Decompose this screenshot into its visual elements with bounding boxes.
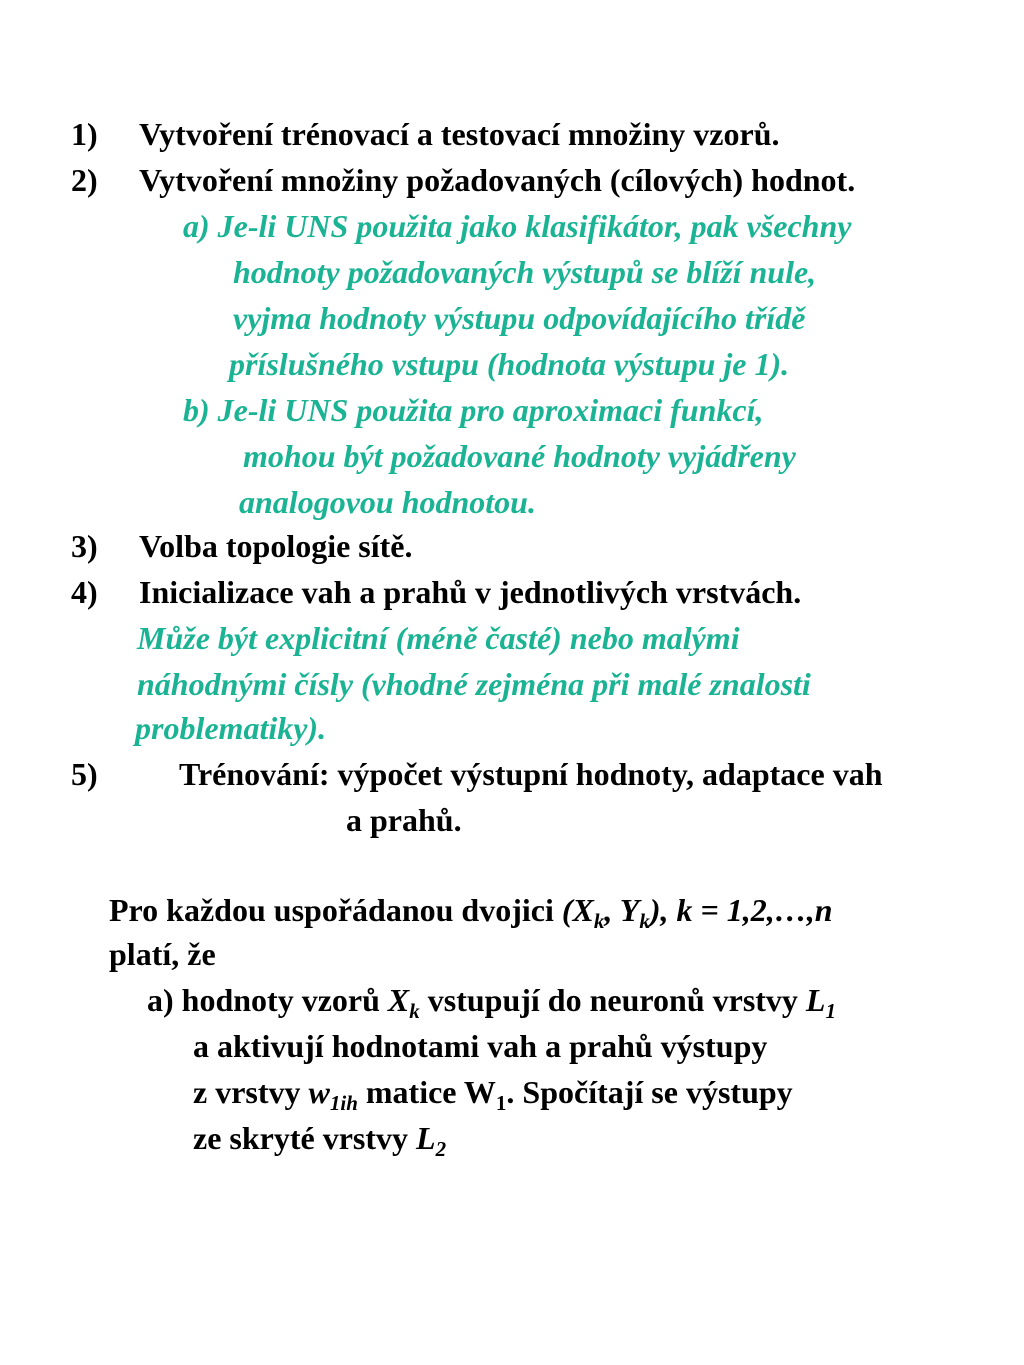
item-4-number: 4) bbox=[71, 574, 98, 610]
item-3-text: Volba topologie sítě. bbox=[139, 528, 413, 564]
pair-sentence-line-2: platí, že bbox=[109, 936, 216, 972]
hidden-layer-l: L bbox=[416, 1120, 436, 1156]
step-a-line-2: a aktivují hodnotami vah a prahů výstupy bbox=[193, 1028, 768, 1064]
step-a-text-3: z vrstvy bbox=[193, 1074, 309, 1110]
layer-l-subscript: 1 bbox=[825, 999, 836, 1023]
item-3-number: 3) bbox=[71, 528, 98, 564]
weight-w-subscript: 1ih bbox=[329, 1091, 358, 1115]
pair-sentence-line-1 bbox=[109, 890, 833, 933]
item-4-text: Inicializace vah a prahů v jednotlivých vrstvách. bbox=[139, 574, 802, 610]
step-a-text-1: a) hodnoty vzorů bbox=[147, 982, 388, 1018]
step-a-line-3 bbox=[193, 1072, 793, 1115]
formula-y: , Y bbox=[604, 892, 640, 928]
item-5-continuation: a prahů. bbox=[346, 802, 462, 838]
layer-l: L bbox=[805, 982, 826, 1018]
hidden-layer-l-subscript: 2 bbox=[435, 1137, 447, 1161]
item-1-text: Vytvoření trénovací a testovací množiny vzorů. bbox=[139, 116, 780, 152]
item-2b-line-2: mohou být požadované hodnoty vyjádřeny bbox=[243, 438, 796, 474]
step-a-text-2: vstupují do neuronů vrstvy bbox=[419, 982, 806, 1018]
formula-x: (X bbox=[561, 892, 594, 928]
pair-sentence-text: Pro každou uspořádanou dvojici bbox=[109, 892, 562, 928]
item-2a-line-4: příslušného vstupu (hodnota výstupu je 1). bbox=[229, 346, 790, 382]
item-2b-line-1: b) Je-li UNS použita pro aproximaci funkcí, bbox=[183, 392, 764, 428]
matrix-w-subscript: 1 bbox=[495, 1091, 507, 1115]
step-a-line-1 bbox=[147, 980, 836, 1023]
formula-range: ), k = 1,2,…,n bbox=[649, 892, 833, 928]
item-2a-line-3: vyjma hodnoty výstupu odpovídajícího třídě bbox=[233, 300, 806, 336]
pair-formula bbox=[561, 892, 833, 933]
formula-y-subscript: k bbox=[639, 909, 650, 933]
item-2-text: Vytvoření množiny požadovaných (cílových) hodnot. bbox=[139, 162, 856, 198]
item-4-note-line-1: Může být explicitní (méně časté) nebo malými bbox=[137, 620, 740, 656]
pattern-x: X bbox=[387, 982, 410, 1018]
item-1-number: 1) bbox=[71, 116, 98, 152]
item-5-text: Trénování: výpočet výstupní hodnoty, adaptace vah bbox=[179, 756, 883, 792]
item-2a-line-1: a) Je-li UNS použita jako klasifikátor, pak všechny bbox=[183, 208, 852, 244]
matrix-w: matice W bbox=[357, 1074, 496, 1110]
pattern-x-subscript: k bbox=[409, 999, 420, 1023]
weight-w: w bbox=[308, 1074, 330, 1110]
item-4-note-line-2: náhodnými čísly (vhodné zejména při malé znalosti bbox=[137, 666, 811, 702]
step-a-text-5: ze skryté vrstvy bbox=[193, 1120, 417, 1156]
item-2b-line-3: analogovou hodnotou. bbox=[239, 484, 536, 520]
item-2a-line-2: hodnoty požadovaných výstupů se blíží nule, bbox=[233, 254, 817, 290]
item-5-number: 5) bbox=[71, 756, 98, 792]
step-a-line-4 bbox=[193, 1118, 447, 1161]
step-a-text-4: . Spočítají se výstupy bbox=[506, 1074, 793, 1110]
formula-x-subscript: k bbox=[593, 909, 605, 933]
item-2-number: 2) bbox=[71, 162, 98, 198]
item-4-note-line-3: problematiky). bbox=[135, 710, 327, 746]
